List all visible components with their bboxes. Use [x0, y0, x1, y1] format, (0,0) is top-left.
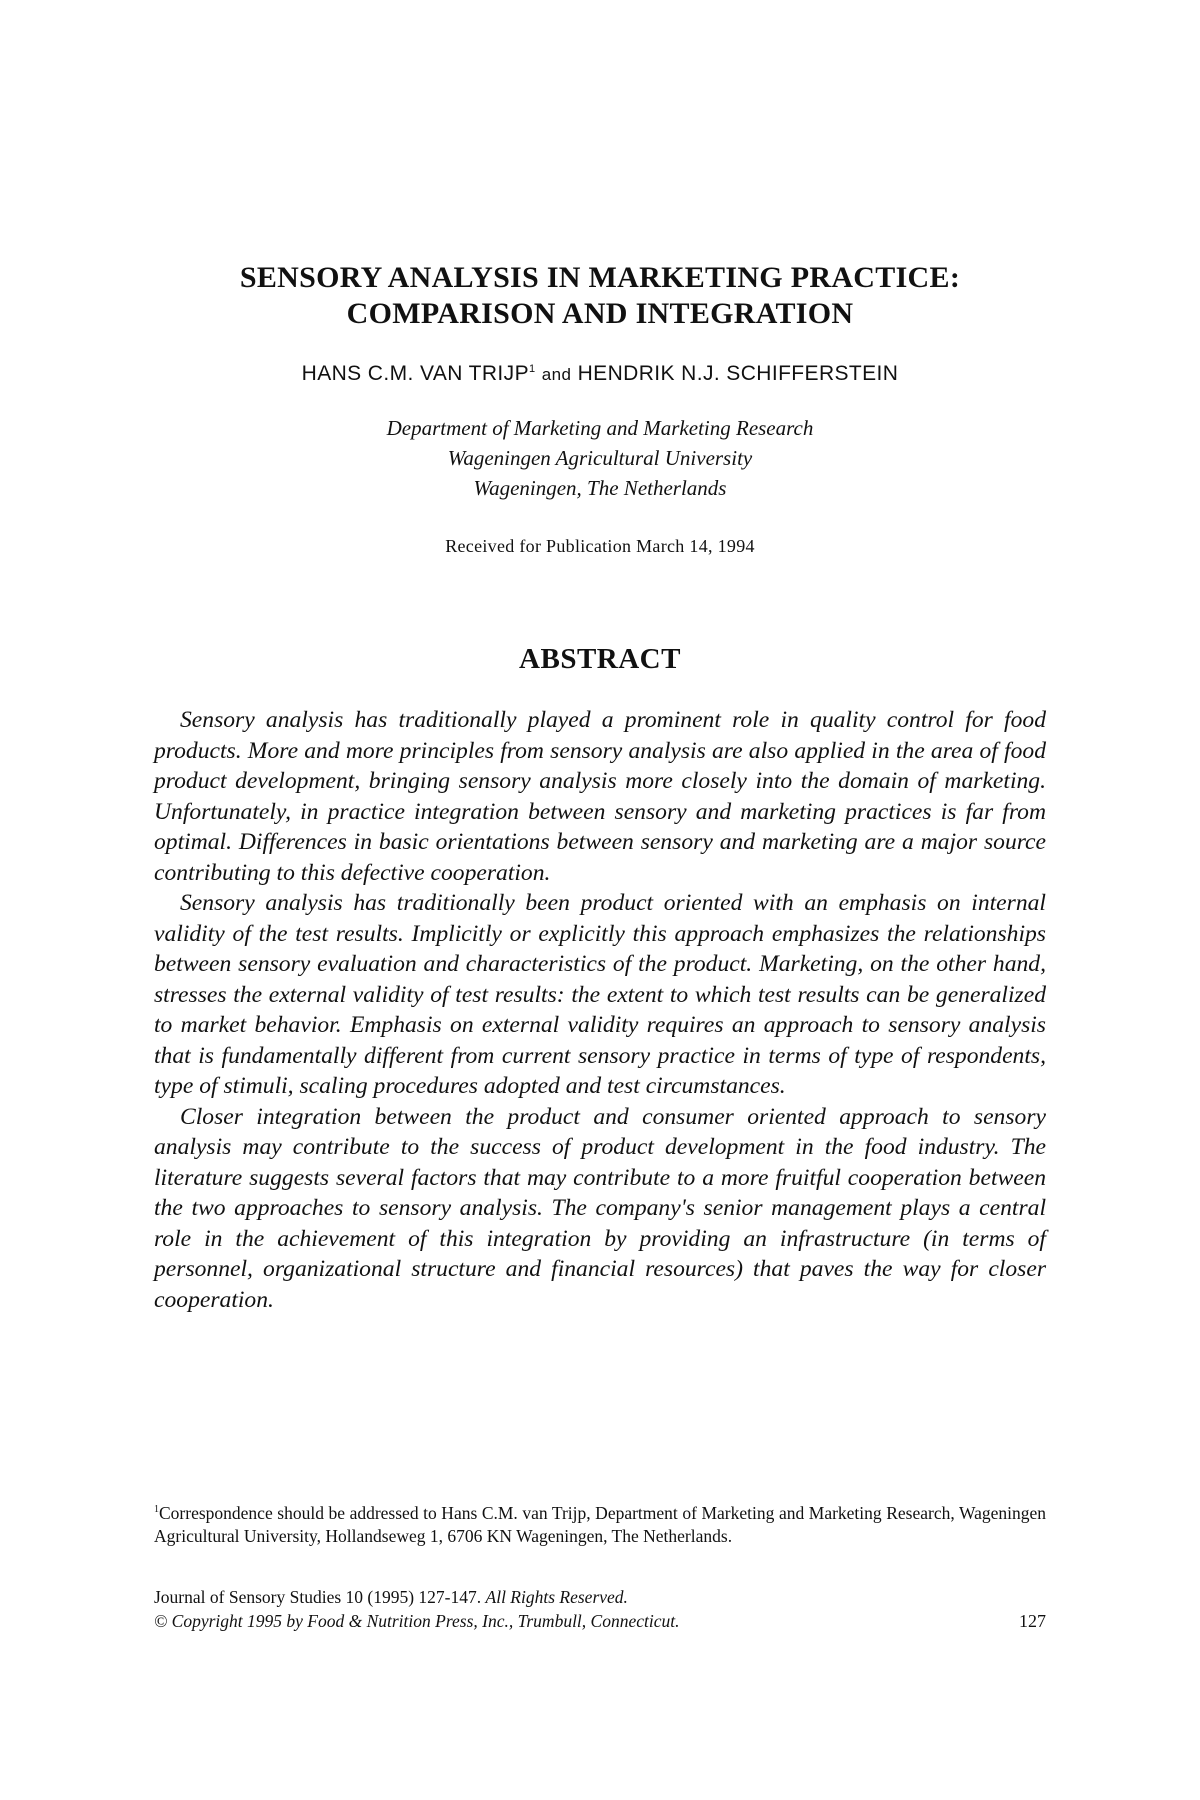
- affiliation-department: Department of Marketing and Marketing Research: [386, 416, 814, 440]
- abstract-heading: ABSTRACT: [519, 643, 681, 675]
- author-1: HANS C.M. VAN TRIJP: [301, 362, 529, 385]
- rights-statement: All Rights Reserved.: [485, 1587, 628, 1607]
- footnote-mark: 1: [154, 1504, 159, 1515]
- affiliation-university: Wageningen Agricultural University: [447, 446, 753, 470]
- journal-citation: Journal of Sensory Studies 10 (1995) 127-147.: [154, 1587, 482, 1607]
- author-2: HENDRIK N.J. SCHIFFERSTEIN: [577, 362, 899, 385]
- abstract-paragraph-2: Sensory analysis has traditionally been product oriented with an emphasis on internal validity of the test results. Implicitly or explicitly this approach emphasizes the relationships between sensory evaluation and characteristics of the product. Marketing, on the other hand, stresses the external validity of test results: the extent to which test results can be generalized to market behavior. Emphasis on external validity requires an approach to sensory analysis that is fundamentally different from current sensory practice in terms of type of respondents, type of stimuli, scaling procedures adopted and test circumstances.: [154, 890, 1046, 1099]
- abstract-body: [154, 705, 1046, 1315]
- journal-citation-line: [154, 1586, 1046, 1609]
- footnote-text: Correspondence should be addressed to Hans C.M. van Trijp, Department of Marketing and Marketing Research, Wageningen Agricultural University, Hollandseweg 1, 6706 KN Wageningen, The Netherlands.: [154, 1502, 1046, 1546]
- abstract-paragraph-1: Sensory analysis has traditionally played a prominent role in quality control for food products. More and more principles from sensory analysis are also applied in the area of food product development, bringing sensory analysis more closely into the domain of marketing. Unfortunately, in practice integration between sensory and marketing practices is far from optimal. Differences in basic orientations between sensory and marketing are a major source contributing to this defective cooperation.: [154, 707, 1046, 886]
- affiliation-location: Wageningen, The Netherlands: [473, 476, 727, 500]
- page-number: 127: [1019, 1611, 1046, 1631]
- received-date: Received for Publication March 14, 1994: [445, 536, 755, 556]
- article-title-line-1: SENSORY ANALYSIS IN MARKETING PRACTICE:: [239, 261, 961, 294]
- author-conjunction: and: [541, 365, 572, 384]
- author-line: [150, 362, 1050, 386]
- correspondence-footnote: [154, 1498, 1046, 1548]
- copyright-notice: © Copyright 1995 by Food & Nutrition Press, Inc., Trumbull, Connecticut.: [154, 1611, 680, 1631]
- abstract-paragraph-3: Closer integration between the product and consumer oriented approach to sensory analysis may contribute to the success of product development in the food industry. The literature suggests several factors that may contribute to a more fruitful cooperation between the two approaches to sensory analysis. The company's senior management plays a central role in the achievement of this integration by providing an infrastructure (in terms of personnel, organizational structure and financial resources) that paves the way for closer cooperation.: [154, 1103, 1046, 1313]
- article-title-line-2: COMPARISON AND INTEGRATION: [346, 297, 854, 330]
- footnote-marker: 1: [528, 363, 536, 375]
